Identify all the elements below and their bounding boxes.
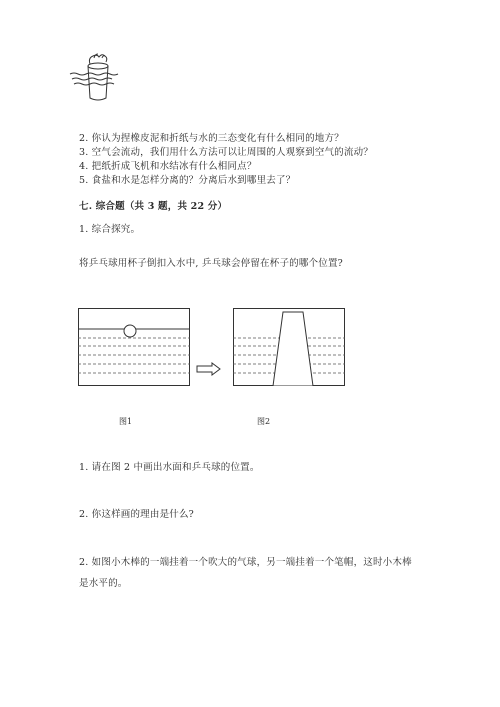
- question-3: 3. 空气会流动，我们用什么方法可以让周围的人观察到空气的流动？: [79, 147, 373, 158]
- question-5: 5. 食盐和水是怎样分离的？分离后水到哪里去了？: [79, 175, 296, 186]
- section-heading: 七. 综合题（共 3 题，共 22 分）: [79, 201, 228, 212]
- q1-sub1: 1. 请在图 2 中画出水面和乒乓球的位置。: [79, 462, 260, 473]
- q1-sub2: 2. 你这样画的理由是什么?: [79, 509, 194, 520]
- cup-in-water-illustration: [68, 52, 128, 108]
- figure-1-caption: 图1: [119, 417, 133, 426]
- question-2: 2. 你认为捏橡皮泥和折纸与水的三态变化有什么相同的地方？: [79, 133, 344, 144]
- figure-2-container: [233, 308, 345, 386]
- q1-title: 1. 综合探究。: [79, 224, 141, 235]
- q2-line2: 是水平的。: [79, 578, 128, 589]
- inverted-cup: [273, 312, 313, 386]
- right-arrow-icon: [196, 362, 222, 376]
- figure-2-caption: 图2: [257, 417, 271, 426]
- question-4: 4. 把纸折成飞机和水结冰有什么相同点？: [79, 161, 257, 172]
- q1-prompt: 将乒乓球用杯子倒扣入水中, 乒乓球会停留在杯子的哪个位置?: [79, 258, 343, 269]
- ping-pong-ball: [124, 325, 136, 337]
- q2-line1: 2. 如图小木棒的一端挂着一个吹大的气球，另一端挂着一个笔帽，这时小木棒: [79, 557, 412, 568]
- figure-1-container: [78, 308, 190, 386]
